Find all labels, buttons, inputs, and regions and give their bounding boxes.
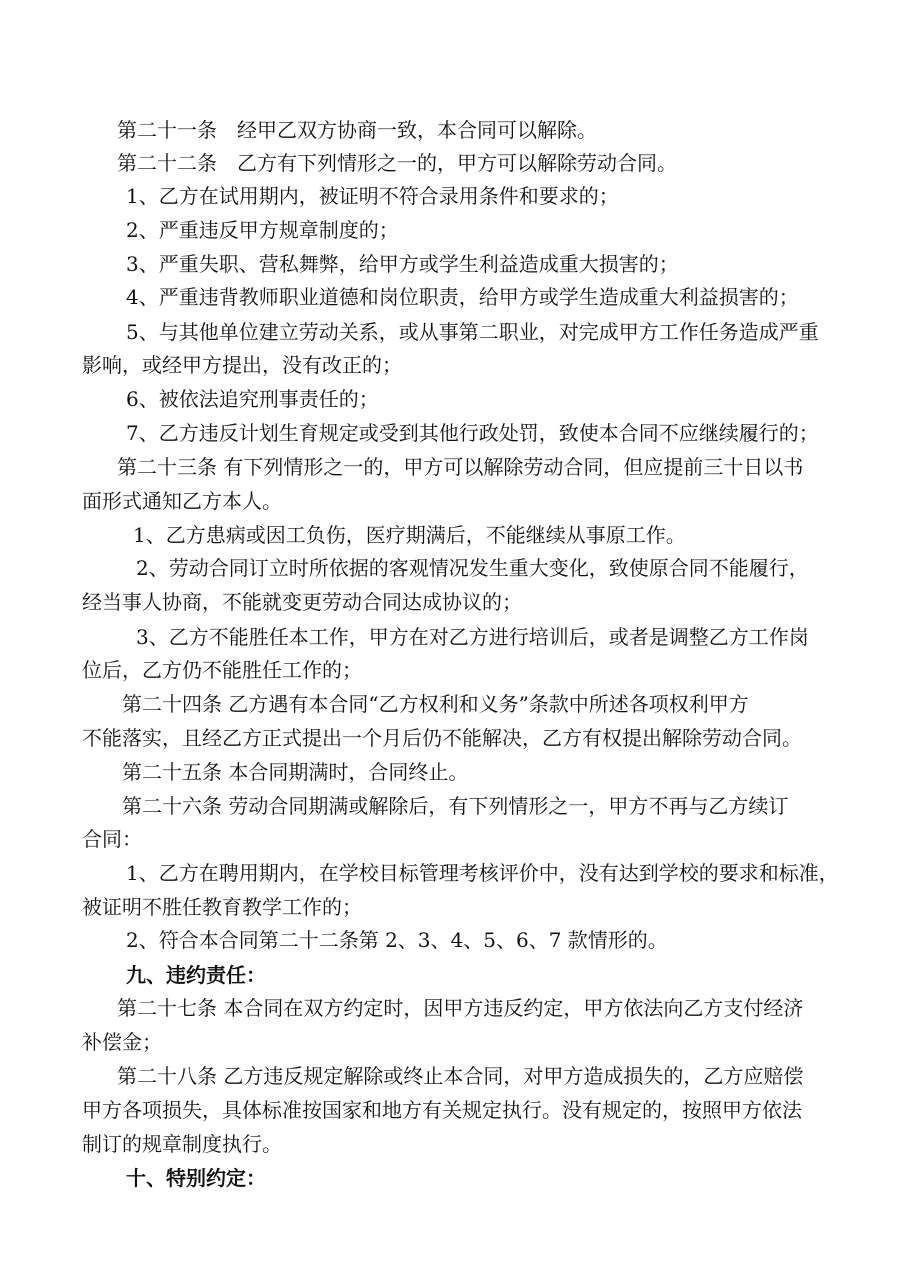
article-23-cont: 面形式通知乙方本人。 bbox=[82, 489, 282, 513]
article-25: 第二十五条 本合同期满时，合同终止。 bbox=[122, 760, 469, 784]
article-22: 第二十二条 乙方有下列情形之一的，甲方可以解除劳动合同。 bbox=[117, 151, 677, 175]
article-21: 第二十一条 经甲乙双方协商一致，本合同可以解除。 bbox=[117, 118, 597, 142]
article-26-cont: 合同： bbox=[82, 827, 142, 851]
article-26-item-1: 1、乙方在聘用期内，在学校目标管理考核评价中，没有达到学校的要求和标准， bbox=[126, 861, 839, 885]
section-10-heading: 十、特别约定： bbox=[126, 1166, 266, 1190]
article-23: 第二十三条 有下列情形之一的，甲方可以解除劳动合同，但应提前三十日以书 bbox=[117, 455, 804, 479]
article-24: 第二十四条 乙方遇有本合同“乙方权利和义务”条款中所述各项权利甲方 bbox=[122, 692, 749, 716]
article-26: 第二十六条 劳动合同期满或解除后，有下列情形之一，甲方不再与乙方续订 bbox=[122, 794, 789, 818]
article-22-item-5: 5、与其他单位建立劳动关系，或从事第二职业，对完成甲方工作任务造成严重 bbox=[126, 320, 819, 344]
article-26-item-2: 2、符合本合同第二十二条第 2、3、4、5、6、7 款情形的。 bbox=[126, 928, 668, 952]
article-28-cont-1: 甲方各项损失，具体标准按国家和地方有关规定执行。没有规定的，按照甲方依法 bbox=[82, 1098, 802, 1122]
article-23-item-2-cont: 经当事人协商，不能就变更劳动合同达成协议的； bbox=[82, 590, 522, 614]
article-22-item-4: 4、严重违背教师职业道德和岗位职责，给甲方或学生造成重大利益损害的； bbox=[126, 285, 799, 309]
article-22-item-2: 2、严重违反甲方规章制度的； bbox=[126, 218, 399, 242]
article-23-item-1: 1、乙方患病或因工负伤，医疗期满后，不能继续从事原工作。 bbox=[133, 523, 686, 547]
article-27: 第二十七条 本合同在双方约定时，因甲方违反约定，甲方依法向乙方支付经济 bbox=[117, 996, 804, 1020]
article-23-item-3-cont: 位后，乙方仍不能胜任工作的； bbox=[82, 658, 362, 682]
article-22-item-1: 1、乙方在试用期内，被证明不符合录用条件和要求的； bbox=[126, 184, 619, 208]
article-23-item-2: 2、劳动合同订立时所依据的客观情况发生重大变化，致使原合同不能履行， bbox=[136, 556, 809, 580]
article-22-item-3: 3、严重失职、营私舞弊，给甲方或学生利益造成重大损害的； bbox=[126, 252, 679, 276]
article-28: 第二十八条 乙方违反规定解除或终止本合同，对甲方造成损失的，乙方应赔偿 bbox=[117, 1064, 804, 1088]
article-22-item-6: 6、被依法追究刑事责任的； bbox=[126, 387, 379, 411]
article-22-item-5-cont: 影响，或经甲方提出，没有改正的； bbox=[82, 353, 402, 377]
article-23-item-3: 3、乙方不能胜任本工作，甲方在对乙方进行培训后，或者是调整乙方工作岗 bbox=[136, 625, 809, 649]
article-26-item-1-cont: 被证明不胜任教育教学工作的； bbox=[82, 895, 362, 919]
article-27-cont: 补偿金； bbox=[82, 1030, 162, 1054]
section-9-heading: 九、违约责任： bbox=[126, 963, 266, 987]
article-24-cont: 不能落实，且经乙方正式提出一个月后仍不能解决，乙方有权提出解除劳动合同。 bbox=[82, 726, 802, 750]
article-28-cont-2: 制订的规章制度执行。 bbox=[82, 1132, 282, 1156]
article-22-item-7: 7、乙方违反计划生育规定或受到其他行政处罚，致使本合同不应继续履行的； bbox=[126, 421, 819, 445]
